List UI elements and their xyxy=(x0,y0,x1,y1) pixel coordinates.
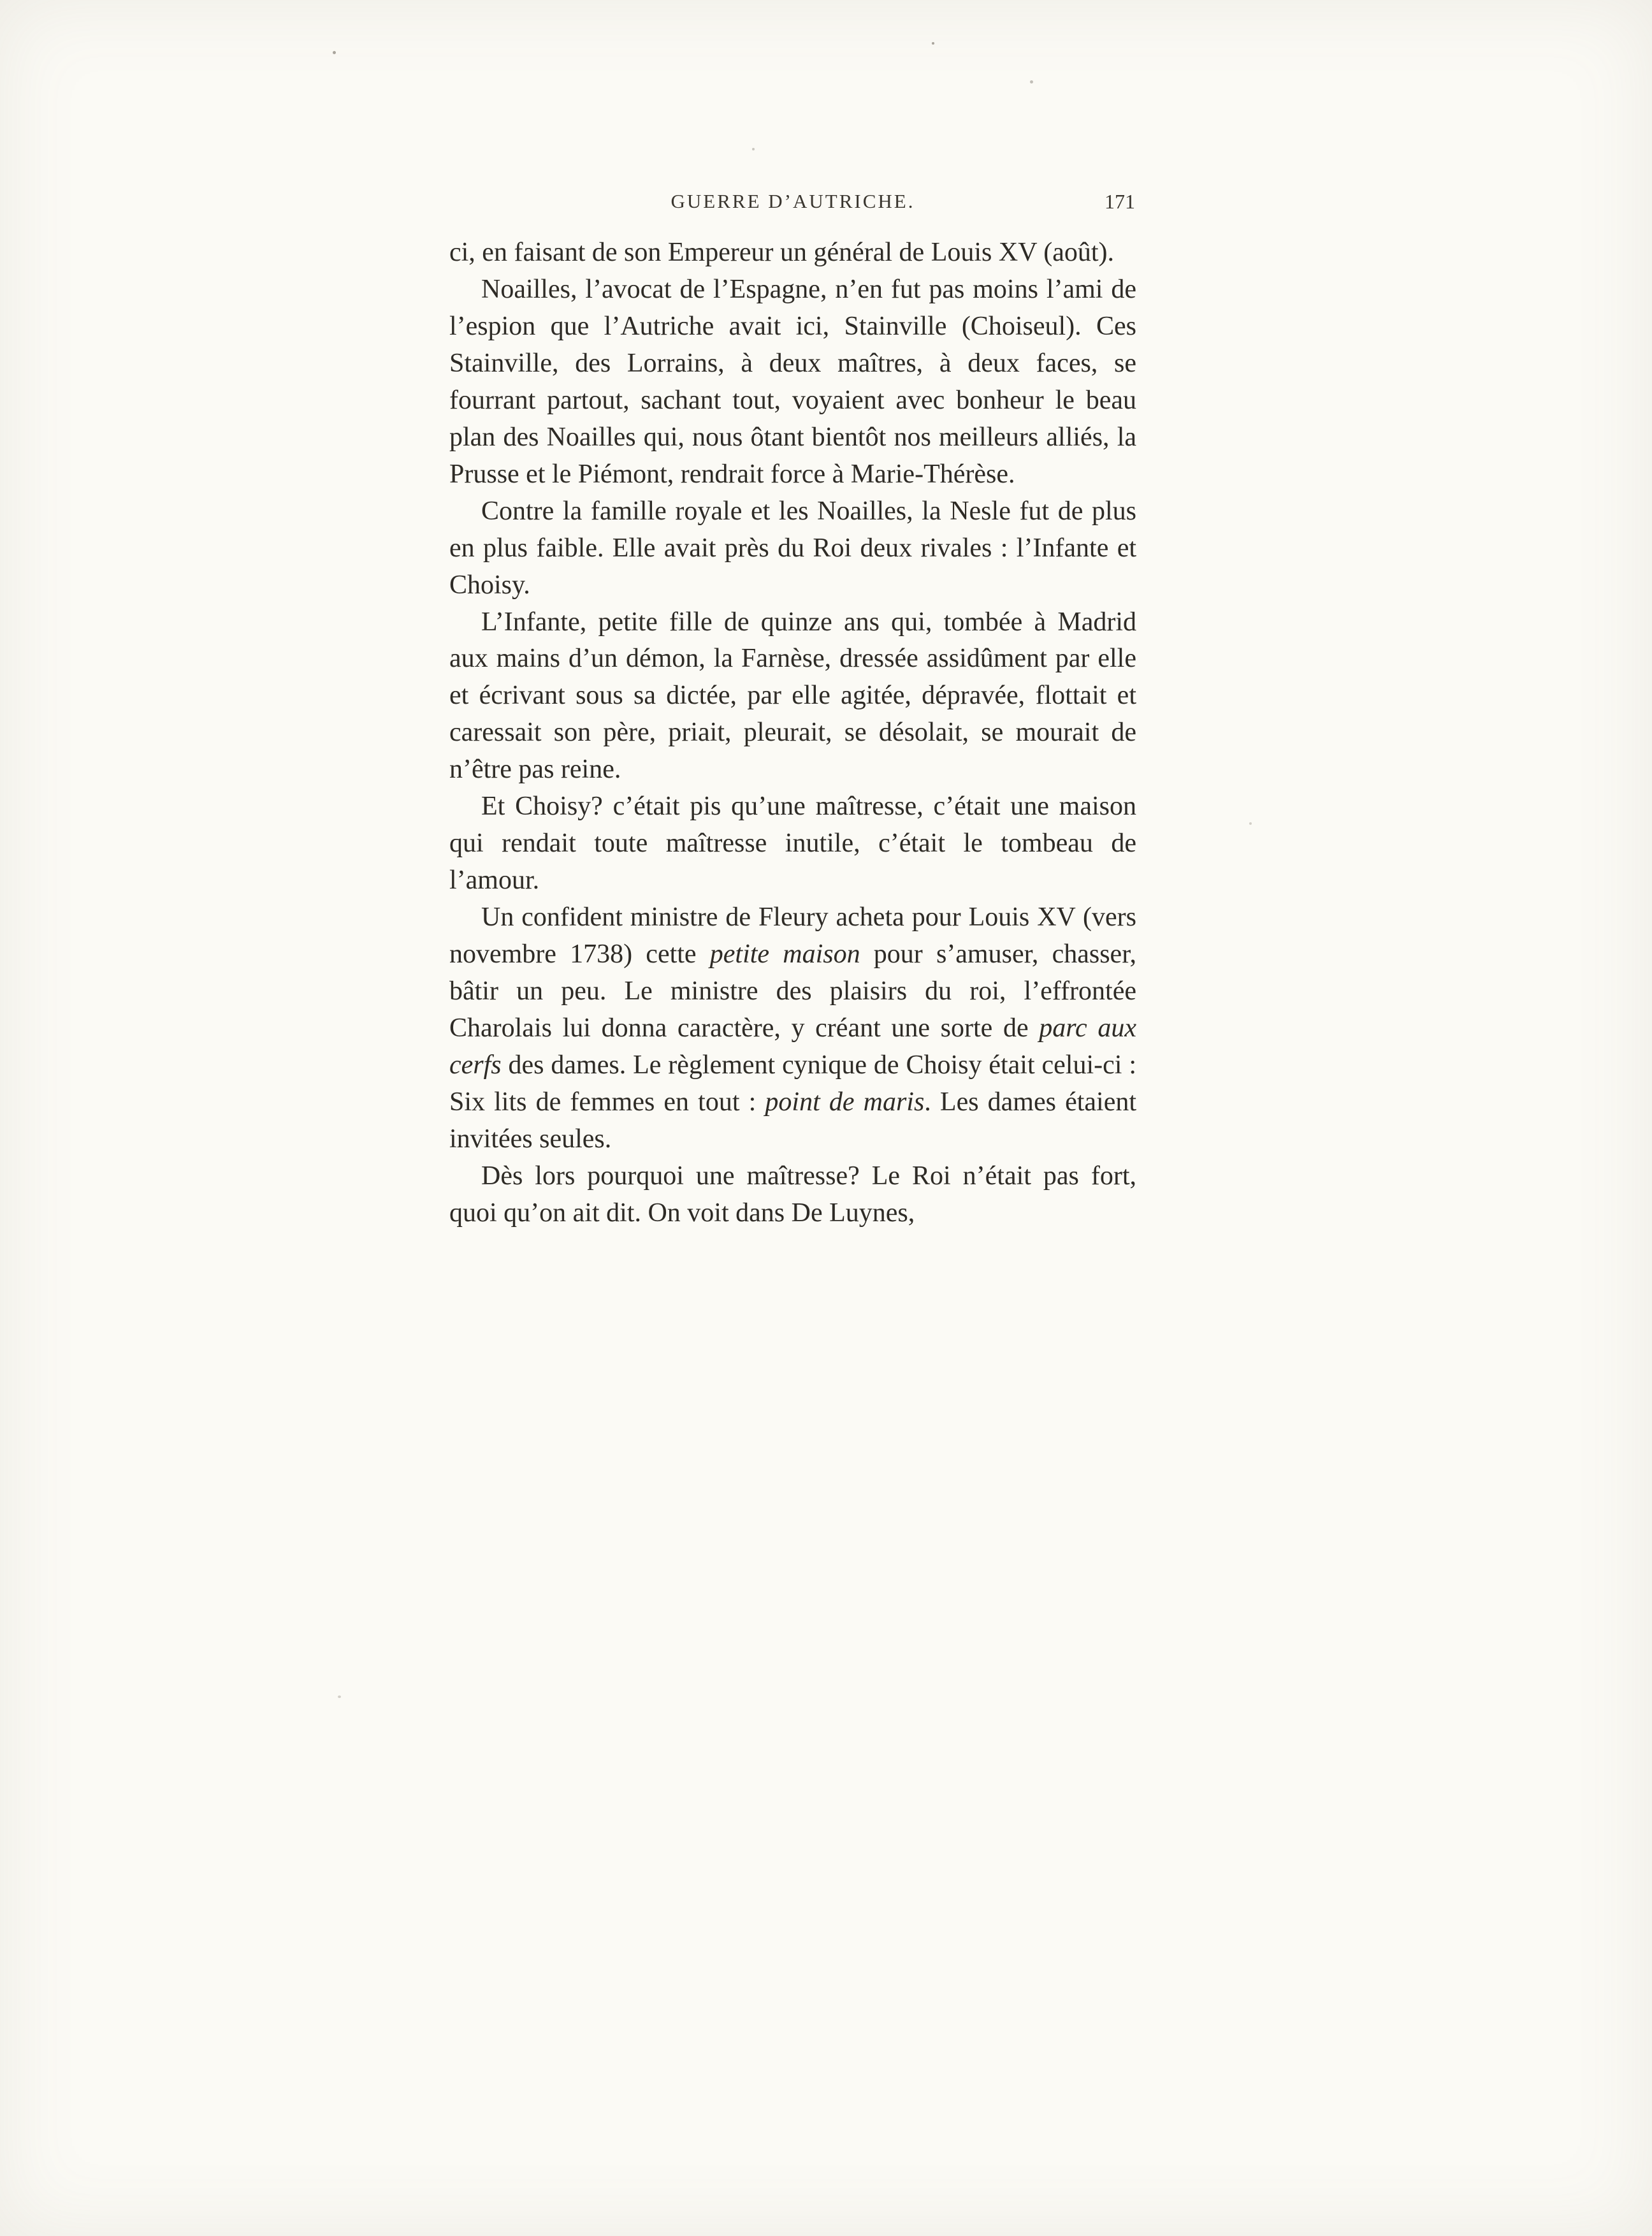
paragraph xyxy=(449,493,1136,604)
running-head xyxy=(449,190,1136,218)
paragraph xyxy=(449,235,1136,272)
scan-speck xyxy=(338,1695,341,1698)
text-run: L’Infante, petite fille de quinze ans qui, tombée à Madrid aux mains d’un démon, la Farnèse, dressée assidûment par elle et écrivant sous sa dictée, par elle agitée, dépravée, flottait et caressait son père, priait, pleurait, se désolait, se mourait de n’être pas reine. xyxy=(449,607,1136,785)
paragraph xyxy=(449,272,1136,493)
body-copy xyxy=(449,235,1136,1232)
text-run: pour s’amuser, chasser, bâtir un peu. Le ministre des plaisirs du roi, l’effrontée Charolais lui donna caractère, y créant une sorte de xyxy=(449,940,1137,1043)
text-run: Et Choisy? c’était pis qu’une maîtresse, c’était une maison qui rendait toute maîtresse inutile, c’était le tombeau de l’amour. xyxy=(449,792,1136,896)
paragraph xyxy=(449,1158,1136,1232)
text-run: des dames. Le règlement cynique de Choisy était celui-ci : Six lits de femmes en tout : xyxy=(449,1050,1136,1117)
text-run: . Les dames étaient invitées seules. xyxy=(449,1087,1136,1154)
text-run: Contre la famille royale et les Noailles, la Nesle fut de plus en plus faible. Elle avait près du Roi deux rivales : l’Infante et Choisy. xyxy=(449,496,1136,600)
text-run: Noailles, l’avocat de l’Espagne, n’en fut pas moins l’ami de l’espion que l’Autriche avait ici, Stainville (Choiseul). Ces Stainville, des Lorrains, à deux maîtres, à deux faces, se fourrant partout, sachant tout, voyaient avec bonheur le beau plan des Noailles qui, nous ôtant bientôt nos meilleurs alliés, la Prusse et le Piémont, rendrait force à Marie-Thérèse. xyxy=(449,274,1136,489)
italic-run: point de maris xyxy=(765,1087,925,1117)
running-head-title: GUERRE D’AUTRICHE. xyxy=(670,190,915,212)
paragraph xyxy=(449,604,1136,789)
page-number: 171 xyxy=(1105,190,1135,213)
paragraph xyxy=(449,788,1136,899)
italic-run: petite maison xyxy=(709,940,860,969)
text-run: Un confident ministre de Fleury acheta pour Louis XV (vers novembre 1738) cette xyxy=(449,903,1136,969)
scan-speck xyxy=(932,42,934,45)
text-block xyxy=(449,190,1136,1232)
text-run: ci, en faisant de son Empereur un général de Louis XV (août). xyxy=(449,238,1115,267)
scan-speck xyxy=(333,51,336,54)
italic-run: parc aux cerfs xyxy=(449,1013,1136,1080)
scan-speck xyxy=(1249,822,1252,825)
scan-speck xyxy=(1030,80,1033,83)
scan-speck xyxy=(752,148,755,150)
paragraph xyxy=(449,899,1136,1158)
text-run: Dès lors pourquoi une maîtresse? Le Roi n’était pas fort, quoi qu’on ait dit. On voit dans De Luynes, xyxy=(449,1161,1136,1228)
